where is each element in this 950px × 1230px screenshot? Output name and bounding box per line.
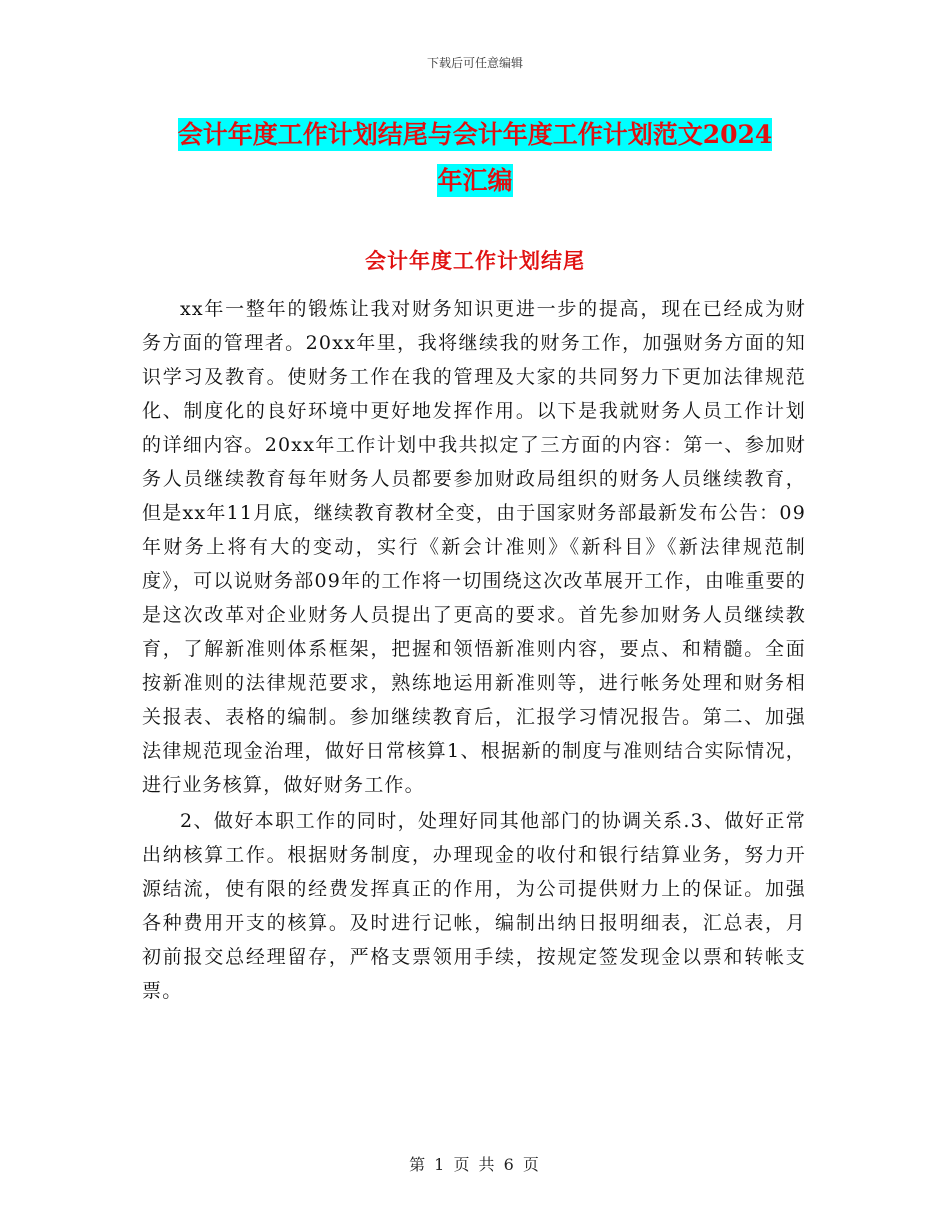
section-heading: 会计年度工作计划结尾 xyxy=(365,248,585,273)
header-note: 下载后可任意编辑 xyxy=(426,56,523,70)
page-indicator: 第 1 页 共 6 页 xyxy=(409,1155,541,1174)
title-line-1: 会计年度工作计划结尾与会计年度工作计划范文2024 xyxy=(177,120,773,149)
title-line-2: 年汇编 xyxy=(437,166,513,195)
paragraph-1: xx年一整年的锻炼让我对财务知识更进一步的提高，现在已经成为财务方面的管理者。20xx年里，我将继续我的财务工作，加强财务方面的知识学习及教育。使财务工作在我的管理及大家的共同努力下更加法律规范化、制度化的良好环境中更好地发挥作用。以下是我就财务人员工作计划的详细内容。20xx年工作计划中我共拟定了三方面的内容：第一、参加财务人员继续教育每年财务人员都要参加财政局组织的财务人员继续教育，但是xx年11月底，继续教育教材全变，由于国家财务部最新发布公告：09年财务上将有大的变动，实行《新会计准则》《新科目》《新法律规范制度》，可以说财务部09年的工作将一切围绕这次改革展开工作，由唯重要的是这次改革对企业财务人员提出了更高的要求。首先参加财务人员继续教育，了解新准则体系框架，把握和领悟新准则内容，要点、和精髓。全面按新准则的法律规范要求，熟练地运用新准则等，进行帐务处理和财务相关报表、表格的编制。参加继续教育后，汇报学习情况报告。第二、加强法律规范现金治理，做好日常核算1、根据新的制度与准则结合实际情况，进行业务核算，做好财务工作。 xyxy=(142,298,806,796)
paragraph-2: 2、做好本职工作的同时，处理好同其他部门的协调关系.3、做好正常出纳核算工作。根据财务制度，办理现金的收付和银行结算业务，努力开源结流，使有限的经费发挥真正的作用，为公司提供财力上的保证。加强各种费用开支的核算。及时进行记帐，编制出纳日报明细表，汇总表，月初前报交总经理留存，严格支票领用手续，按规定签发现金以票和转帐支票。 xyxy=(142,810,806,1002)
document-title xyxy=(140,112,810,204)
body-text xyxy=(142,292,806,1010)
